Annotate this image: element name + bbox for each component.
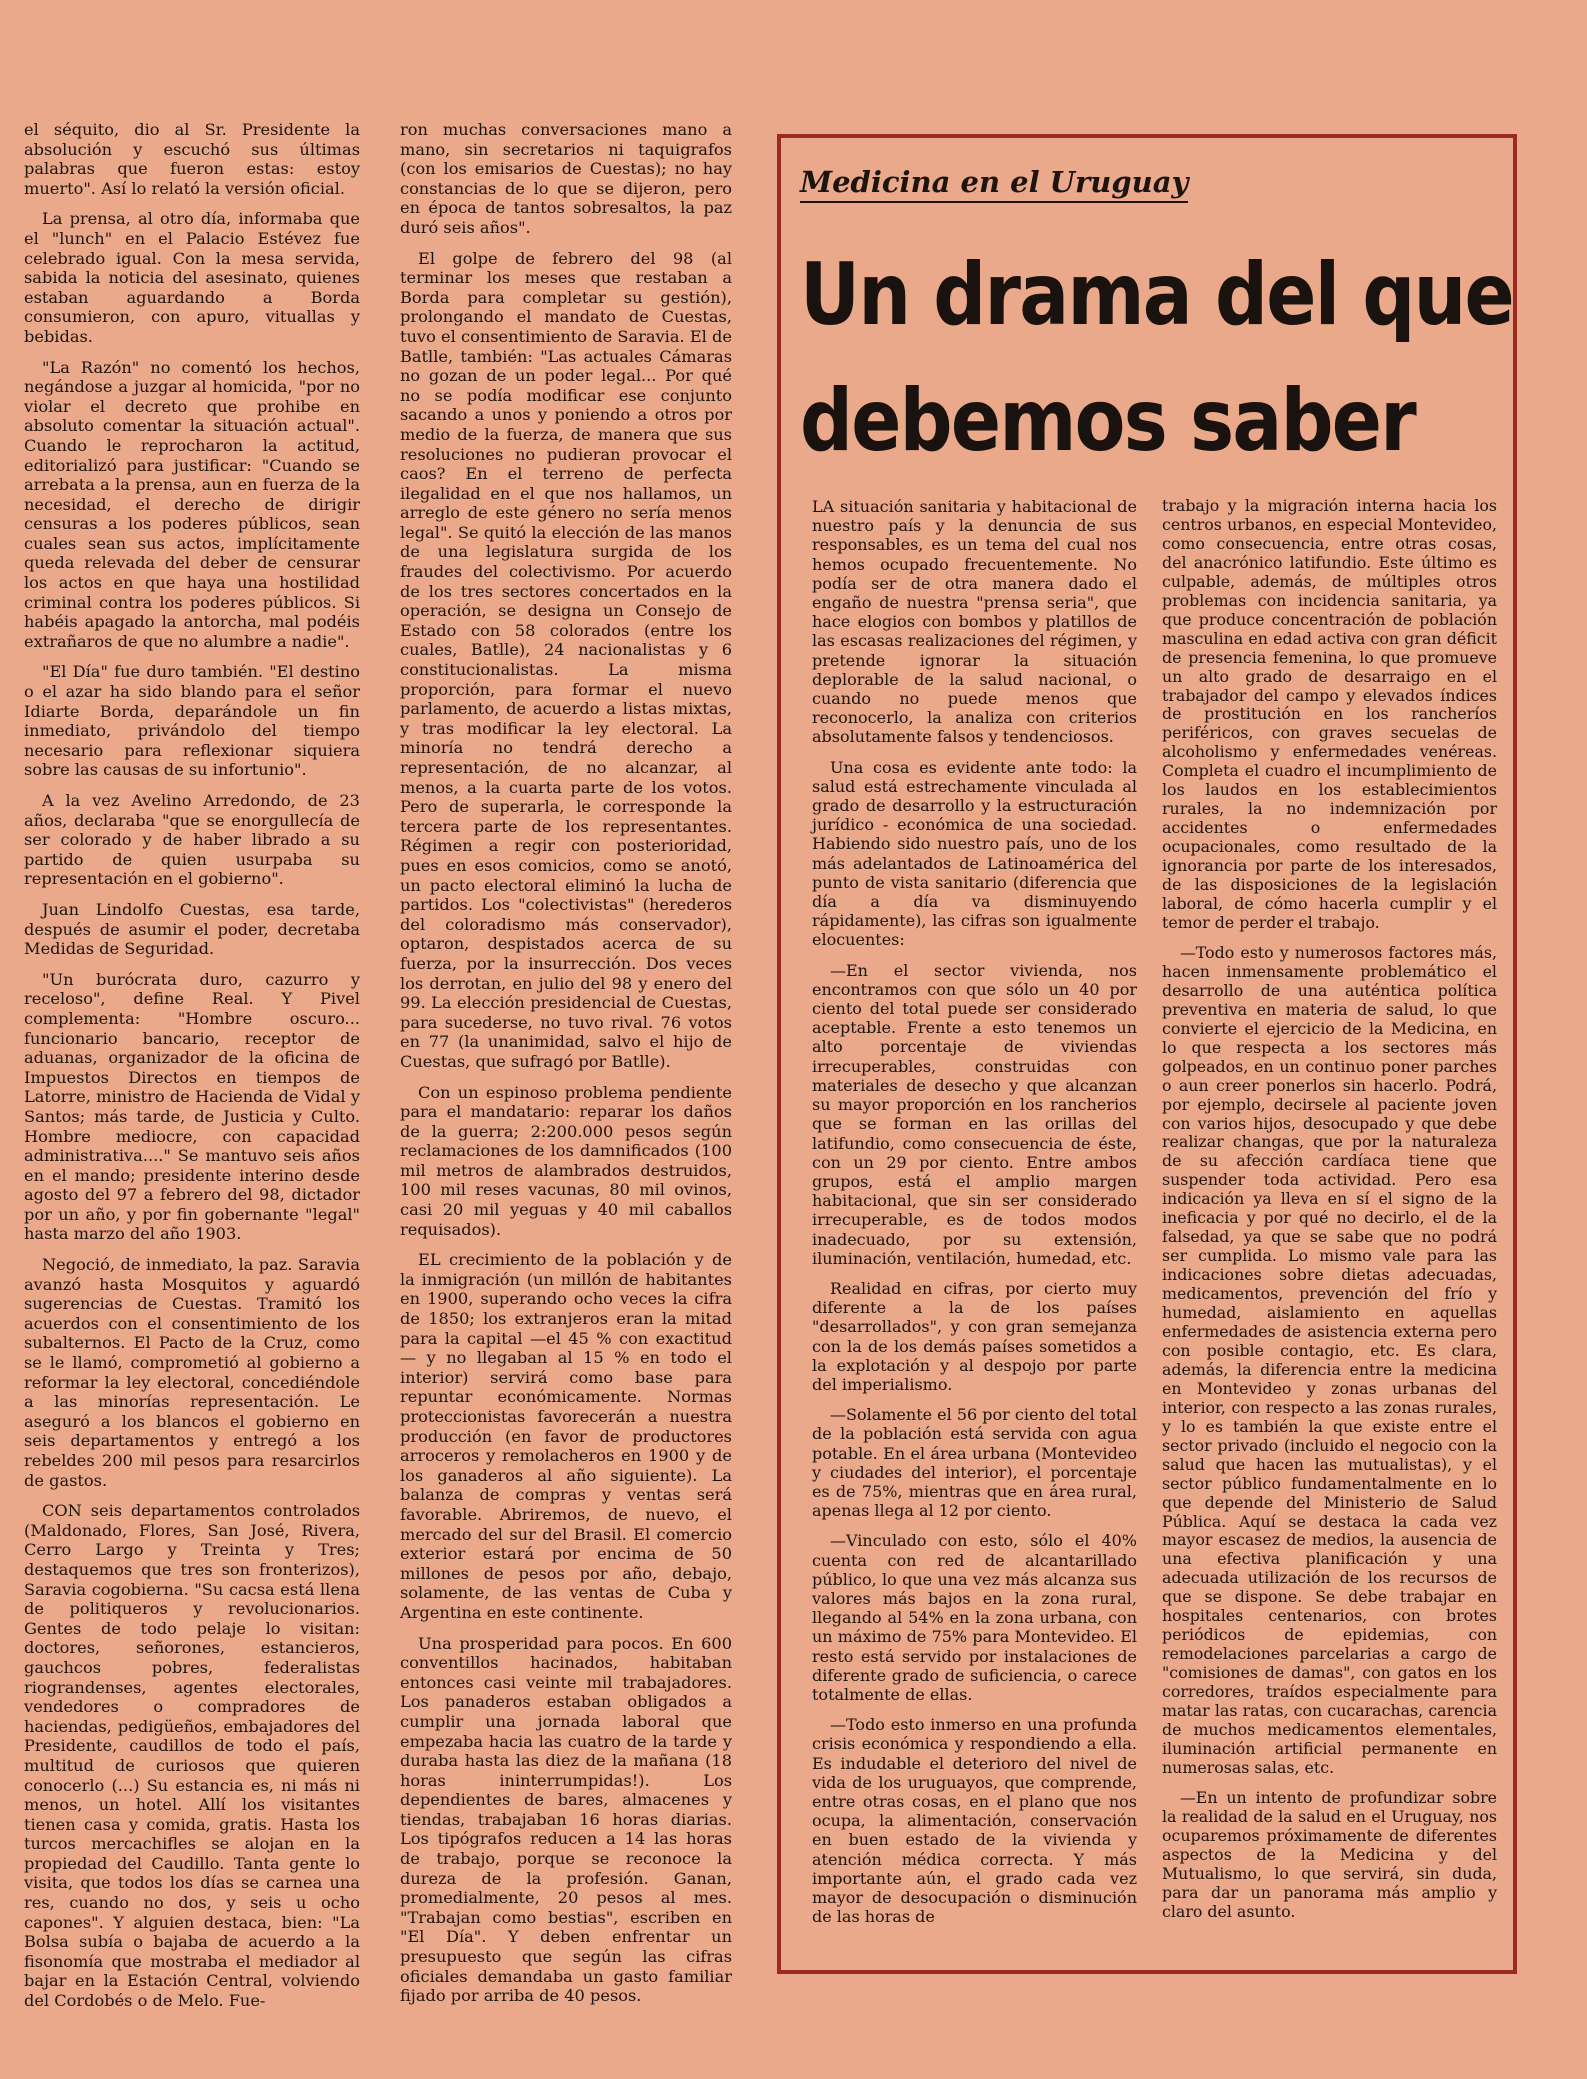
paragraph: Negoció, de inmediato, la paz. Saravia avanzó hasta Mosquitos y aguardó sugerencias de Cuestas. Tramitó los acuerdos con el consentimiento de los subalternos. El Pacto de la Cruz, como se le llamó, comprometió al gobierno a reformar la ley electoral, concediéndole a las minorías representación. Le aseguró a los blancos el gobierno en seis departamentos y entregó a los rebeldes 200 mil pesos para resarcirlos de gastos. — [24, 1255, 360, 1490]
paragraph: Juan Lindolfo Cuestas, esa tarde, después de asumir el poder, decretaba Medidas de Seguridad. — [24, 899, 360, 959]
paragraph: "El Día" fue duro también. "El destino o el azar ha sido blando para el señor Idiarte Borda, deparándole un fin inmediato, privándolo del tiempo necesario para reflexionar siquiera sobre las causas de su infortunio". — [24, 662, 360, 780]
paragraph: Una cosa es evidente ante todo: la salud está estrechamente vinculada al grado de desarrollo y la estructuración jurídico - económica de una sociedad. Habiendo sido nuestro país, uno de los más adelantados de Latinoamérica del punto de vista sanitario (diferencia que día a día va disminuyendo rápidamente), las cifras son igualmente elocuentes: — [812, 757, 1137, 950]
paragraph: El golpe de febrero del 98 (al terminar los meses que restaban a Borda para completar su gestión), prolongando el mandato de Cuestas, tuvo el consentimiento de Saravia. El de Batlle, también: "Las actuales Cámaras no gozan de un poder legal... Por qué no se podía modificar ese conjunto sacando a unos y poniendo a otros por medio de la fuerza, de manera que sus resoluciones no pudieran provocar el caos? En el terreno de perfecta ilegalidad en el que nos hallamos, un arreglo de este género no sería menos legal". Se quitó la elección de las manos de una legislatura surgida de los fraudes del colectivismo. Por acuerdo de los tres sectores concertados en la operación, se designa un Consejo de Estado con 58 colorados (entre los cuales, Batlle), 24 nacionalistas y 6 constitucionalistas. La misma proporción, para formar el nuevo parlamento, de acuerdo a listas mixtas, y tras modificar la ley electoral. La minoría no tendrá derecho a representación, de no alcanzar, al menos, a la cuarta parte de los votos. Pero de superarla, le corresponde la tercera parte de los representantes. Régimen a regir con posterioridad, pues en esos comicios, como se anotó, un pacto electoral eliminó la lucha de partidos. Los "colectivistas" (herederos del coloradismo más conservador), optaron, despistados acerca de su fuerza, por la insurrección. Dos veces los derrotan, en julio del 98 y enero del 99. La elección presidencial de Cuestas, para sucederse, no tuvo rival. 76 votos en 77 (la unanimidad, salvo el hijo de Cuestas, que sufragó por Batlle). — [400, 248, 732, 1071]
paragraph: "La Razón" no comentó los hechos, negándose a juzgar al homicida, "por no violar el decreto que prohibe en absoluto comentar la situación actual". Cuando le reprocharon la actitud, editorializó para justificar: "Cuando se arrebata a la prensa, aun en fuerza de la necesidad, el derecho de dirigir censuras a los poderes públicos, sean cuales sean sus actos, implícitamente queda relevada del deber de censurar los actos en que haya una hostilidad criminal contra los poderes públicos. Si habéis apagado la antorcha, mal podéis extrañaros de que no alumbre a nadie". — [24, 357, 360, 651]
headline-line-1: Un drama del que — [800, 245, 1513, 345]
paragraph: CON seis departamentos controlados (Maldonado, Flores, San José, Rivera, Cerro Largo y Treinta y Tres; destaquemos que tres son fronterizos), Saravia cogobierna. "Su cacsa está llena de politiqueros y revolucionarios. Gentes de todo pelaje lo visitan: doctores, señorones, estancieros, gauchcos pobres, federalistas riograndenses, agentes electorales, vendedores o compradores de haciendas, pedigüeños, embajadores del Presidente, caudillos de todo el país, multitud de curiosos que quieren conocerlo (...) Su estancia es, ni más ni menos, un hotel. Allí los visitantes tienen casa y comida, gratis. Hasta los turcos mercachifles se alojan en la propiedad del Caudillo. Tanta gente lo visita, que todos los días se carnea una res, cuando no dos, y seis u ocho capones". Y alguien destaca, bien: "La Bolsa subía o bajaba de acuerdo a la fisonomía que mostraba el mediador al bajar en la Estación Central, volviendo del Cordobés o de Melo. Fue- — [24, 1501, 360, 2011]
paragraph: —Vinculado con esto, sólo el 40% cuenta con red de alcantarillado público, lo que una vez más alcanza sus valores más bajos en la zona rural, llegando al 54% en la zona urbana, con un máximo de 75% para Montevideo. El resto está servido por instalaciones de diferente grado de suficiencia, o carece totalmente de ellas. — [812, 1531, 1137, 1704]
article-kicker: Medicina en el Uruguay — [800, 165, 1188, 203]
paragraph: Realidad en cifras, por cierto muy diferente a la de los países "desarrollados", y con gran semejanza con la de los demás países sometidos a la explotación y al despojo por parte del imperialismo. — [812, 1278, 1137, 1394]
article-headline — [800, 232, 1513, 484]
paragraph: A la vez Avelino Arredondo, de 23 años, declaraba "que se enorgullecía de ser colorado y de haber librado a su partido de quien usurpaba su representación en el gobierno". — [24, 791, 360, 889]
left-article-column-1 — [24, 120, 360, 2022]
medicine-article-column-1 — [812, 497, 1137, 1937]
paragraph: el séquito, dio al Sr. Presidente la absolución y escuchó sus últimas palabras que fueron estas: estoy muerto". Así lo relató la versión oficial. — [24, 120, 360, 198]
paragraph: —En un intento de profundizar sobre la realidad de la salud en el Uruguay, nos ocuparemos próximamente de diferentes aspectos de la Medicina y del Mutualismo, lo que servirá, sin duda, para dar un panorama más amplio y claro del asunto. — [1162, 1787, 1497, 1921]
paragraph: —En el sector vivienda, nos encontramos con que sólo un 40 por ciento del total puede ser considerado aceptable. Frente a esto tenemos un alto porcentaje de viviendas irrecuperables, construidas con materiales de desecho y que alcanzan su mayor proporción en los rancherios que se forman en las orillas del latifundio, como consecuencia de éste, con un 29 por ciento. Entre ambos grupos, está el amplio margen habitacional, que sin ser considerado irrecuperable, es de todos modos inadecuado, por su extensión, iluminación, ventilación, humedad, etc. — [812, 960, 1137, 1268]
paragraph: "Un burócrata duro, cazurro y receloso", define Real. Y Pivel complementa: "Hombre oscuro... funcionario bancario, receptor de aduanas, organizador de la oficina de Impuestos Directos en tiempos de Latorre, ministro de Hacienda de Vidal y Santos; más tarde, de Justicia y Culto. Hombre mediocre, con capacidad administrativa...." Se mantuvo seis años en el mando; presidente interino desde agosto del 97 a febrero del 98, dictador por un año, y por fin gobernante "legal" hasta marzo del año 1903. — [24, 969, 360, 1244]
paragraph: Con un espinoso problema pendiente para el mandatario: reparar los daños de la guerra; 2:200.000 pesos según reclamaciones de los damnificados (100 mil metros de alambrados destruidos, 100 mil reses vacunas, 80 mil ovinos, casi 20 mil yeguas y 40 mil caballos requisados). — [400, 1082, 732, 1239]
paragraph: —Todo esto inmerso en una profunda crisis económica y respondiendo a ella. Es indudable el deterioro del nivel de vida de los uruguayos, que comprende, entre otras cosas, en el plano que nos ocupa, la alimentación, conservación en buen estado de la vivienda y atención médica correcta. Y más importante aún, el grado cada vez mayor de desocupación o disminución de las horas de — [812, 1715, 1137, 1927]
left-article-column-2 — [400, 120, 732, 2017]
paragraph: —Solamente el 56 por ciento del total de la población está servida con agua potable. En el área urbana (Montevideo y ciudades del interior), el porcentaje es de 75%, mientras que en área rural, apenas llega al 12 por ciento. — [812, 1405, 1137, 1521]
paragraph: Una prosperidad para pocos. En 600 conventillos hacinados, habitaban entonces casi veinte mil trabajadores. Los panaderos estaban obligados a cumplir una jornada laboral que empezaba hacia las cuatro de la tarde y duraba hasta las diez de la mañana (18 horas ininterrumpidas!). Los dependientes de bares, almacenes y tiendas, trabajaban 16 horas diarias. Los tipógrafos reducen a 14 las horas de trabajo, porque se reconoce la dureza de la profesión. Ganan, promedialmente, 20 pesos al mes. "Trabajan como bestias", escriben en "El Día". Y deben enfrentar un presupuesto que según las cifras oficiales demandaba un gasto familiar fijado por arriba de 40 pesos. — [400, 1633, 732, 2006]
paragraph: EL crecimiento de la población y de la inmigración (un millón de habitantes en 1900, superando ocho veces la cifra de 1850; los extranjeros eran la mitad para la capital —el 45 % con exactitud— y no llegaban al 15 % en todo el interior) servirá como base para repuntar económicamente. Normas proteccionistas favorecerán a nuestra producción (en favor de productores arroceros y remolacheros en 1900 y de los ganaderos al año siguiente). La balanza de compras y ventas será favorable. Abriremos, de nuevo, el mercado del sur del Brasil. El comercio exterior estará por encima de 50 millones de pesos por año, debajo, solamente, de las ventas de Cuba y Argentina en este continente. — [400, 1250, 732, 1622]
paragraph: LA situación sanitaria y habitacional de nuestro país y la denuncia de sus responsables, es un tema del cual nos hemos ocupado frecuentemente. No podía ser de otra manera dado el engaño de nuestra "prensa seria", que hace elogios con bombos y platillos de las escasas realizaciones del régimen, y pretende ignorar la situación deplorable de la salud nacional, o cuando no puede menos que reconocerlo, la analiza con criterios absolutamente falsos y tendenciosos. — [812, 497, 1137, 747]
headline-line-2: debemos saber — [800, 371, 1416, 471]
paragraph: trabajo y la migración interna hacia los centros urbanos, en especial Montevideo, como consecuencia, entre otras cosas, del anacrónico latifundio. Este último es culpable, además, de múltiples otros problemas con incidencia sanitaria, ya que produce concentración de población masculina en edad activa con gran déficit de presencia femenina, lo que promueve un alto grado de desarraigo en el trabajador del campo y elevados índices de prostitución en los rancheríos periféricos, con graves secuelas de alcoholismo y enfermedades venéreas. Completa el cuadro el incumplimiento de los laudos en los establecimientos rurales, la no indemnización por accidentes o enfermedades ocupacionales, como resultado de la ignorancia por parte de los interesados, de las disposiciones de la legislación laboral, de cómo hacerla cumplir y el temor de perder el trabajo. — [1162, 496, 1497, 932]
paragraph: ron muchas conversaciones mano a mano, sin secretarios ni taquigrafos (con los emisarios de Cuestas); no hay constancias de lo que se dijeron, pero en época de tantos sobresaltos, la paz duró seis años". — [400, 120, 732, 237]
paragraph: —Todo esto y numerosos factores más, hacen inmensamente problemático el desarrollo de una auténtica política preventiva en materia de salud, lo que convierte el ejercicio de la Medicina, en lo que respecta a los sectores más golpeados, en un continuo poner parches o aun creer ponerlos sin hacerlo. Podrá, por ejemplo, decirsele al paciente joven con varios hijos, desocupado y que debe realizar changas, que por la naturaleza de su afección cardíaca tiene que suspender toda actividad. Pero esa indicación ya lleva en sí el signo de la ineficacia y por qué no decirlo, el de la falsedad, ya que se sabe que no podrá ser cumplida. Lo mismo vale para las indicaciones sobre dietas adecuadas, medicamentos, prevención del frío y humedad, aislamiento en aquellas enfermedades de asistencia externa pero con posible contagio, etc. Es clara, además, la diferencia entre la medicina en Montevideo y zonas urbanas del interior, con respecto a las zonas rurales, y lo es también la que existe entre el sector privado (incluido el negocio con la salud que hacen las mutualistas), y el sector público fundamentalmente en lo que depende del Ministerio de Salud Pública. Aquí se destaca la cada vez mayor escasez de medios, la ausencia de una efectiva planificación y una adecuada utilización de los recursos de que se dispone. Se debe trabajar en hospitales centenarios, con brotes periódicos de epidemias, con remodelaciones parcelarias a cargo de "comisiones de damas", con gatos en los corredores, traídos especialmente para matar las ratas, con cucarachas, carencia de muchos medicamentos elementales, iluminación artificial permanente en numerosas salas, etc. — [1162, 942, 1497, 1777]
paragraph: La prensa, al otro día, informaba que el "lunch" en el Palacio Estévez fue celebrado igual. Con la mesa servida, sabida la noticia del asesinato, quienes estaban aguardando a Borda consumieron, con apuro, vituallas y bebidas. — [24, 209, 360, 346]
medicine-article-column-2 — [1162, 497, 1497, 1933]
